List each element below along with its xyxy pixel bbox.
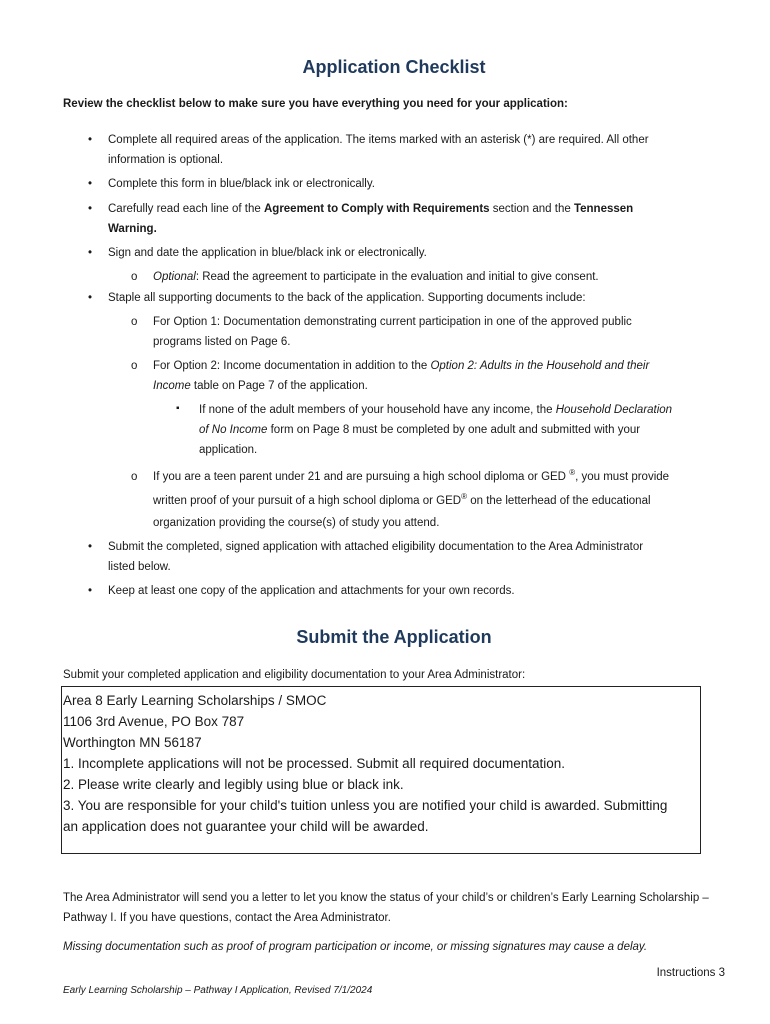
agreement-bold: Agreement to Comply with Requirements xyxy=(263,203,490,215)
footer: Early Learning Scholarship – Pathway I Application, Revised 7/1/2024 xyxy=(63,985,373,996)
bullet: • xyxy=(88,541,93,553)
missing-documentation-note: Missing documentation such as proof of program participation or income, or missing signatures may cause a delay. xyxy=(63,941,648,953)
checklist-item-6-line-2: listed below. xyxy=(108,561,171,573)
checklist-item-7: Keep at least one copy of the application and attachments for your own records. xyxy=(108,585,515,597)
checklist-title: Application Checklist xyxy=(302,57,486,77)
checklist-item-3-line-2: Warning. xyxy=(108,223,157,235)
checklist-item-1-line-1: Complete all required areas of the application. The items marked with an asterisk (*) are required. All other xyxy=(108,134,649,146)
checklist-item-4: Sign and date the application in blue/black ink or electronically. xyxy=(108,247,427,259)
option-1-line-1: For Option 1: Documentation demonstrating current participation in one of the approved public xyxy=(153,316,632,328)
teen-parent-line-2: written proof of your pursuit of a high school diploma or GED® on the letterhead of the educational xyxy=(153,492,651,507)
bullet: • xyxy=(88,134,93,146)
submit-intro: Submit your completed application and eligibility documentation to your Area Administrator: xyxy=(63,669,526,681)
tennessen-bold: Tennessen xyxy=(573,203,634,215)
page-number: Instructions 3 xyxy=(656,967,725,979)
submit-title: Submit the Application xyxy=(296,627,492,647)
admin-city: Worthington MN 56187 xyxy=(63,735,202,750)
option-2-line-1: For Option 2: Income documentation in addition to the Option 2: Adults in the Household and their xyxy=(153,360,650,372)
square-bullet: ▪ xyxy=(176,403,180,414)
checklist-item-5: Staple all supporting documents to the back of the application. Supporting documents include: xyxy=(108,292,586,304)
checklist-intro: Review the checklist below to make sure you have everything you need for your application: xyxy=(63,98,568,110)
admin-name: Area 8 Early Learning Scholarships / SMOC xyxy=(63,693,327,708)
bullet: • xyxy=(88,247,93,259)
bullet: • xyxy=(88,292,93,304)
option-1-line-2: programs listed on Page 6. xyxy=(153,336,291,348)
no-income-line-3: application. xyxy=(199,444,258,456)
bullet: • xyxy=(88,178,93,190)
teen-parent-line-1: If you are a teen parent under 21 and are pursuing a high school diploma or GED ®, you must provide xyxy=(153,468,670,483)
note-3-line-2: an application does not guarantee your child will be awarded. xyxy=(63,819,429,834)
option-2-line-2: Income table on Page 7 of the application. xyxy=(153,380,368,392)
bullet: • xyxy=(88,203,93,215)
area-administrator-box xyxy=(61,686,701,854)
admin-street: 1106 3rd Avenue, PO Box 787 xyxy=(63,714,245,729)
bullet: • xyxy=(88,585,93,597)
teen-parent-line-3: organization providing the course(s) of study you attend. xyxy=(153,517,440,529)
checklist-item-6-line-1: Submit the completed, signed application with attached eligibility documentation to the Area Administrator xyxy=(108,541,644,553)
status-text: The Area Administrator will send you a letter to let you know the status of your child’s or children’s Early Learning Scholarship – Pathway I. If you have questions, contact the Area Administrator. xyxy=(63,892,709,924)
note-3-line-1: 3. You are responsible for your child's tuition unless you are notified your child is awarded. Submitting xyxy=(63,798,668,813)
no-income-line-2: of No Income form on Page 8 must be completed by one adult and submitted with your xyxy=(199,424,641,436)
sub-bullet: o xyxy=(131,360,138,372)
checklist-item-2: Complete this form in blue/black ink or electronically. xyxy=(108,178,375,190)
note-2: 2. Please write clearly and legibly using blue or black ink. xyxy=(63,777,404,792)
checklist-item-4-sub: Optional: Read the agreement to participate in the evaluation and initial to give consent. xyxy=(153,271,599,283)
checklist-item-3-line-1: Carefully read each line of the Agreement to Comply with Requirements section and the Tennessen xyxy=(108,203,634,215)
no-income-line-1: If none of the adult members of your household have any income, the Household Declaration xyxy=(199,404,673,416)
sub-bullet: o xyxy=(131,316,138,328)
sub-bullet: o xyxy=(131,471,138,483)
note-1: 1. Incomplete applications will not be processed. Submit all required documentation. xyxy=(63,756,566,771)
checklist-item-1-line-2: information is optional. xyxy=(108,154,224,166)
sub-bullet: o xyxy=(131,271,138,283)
